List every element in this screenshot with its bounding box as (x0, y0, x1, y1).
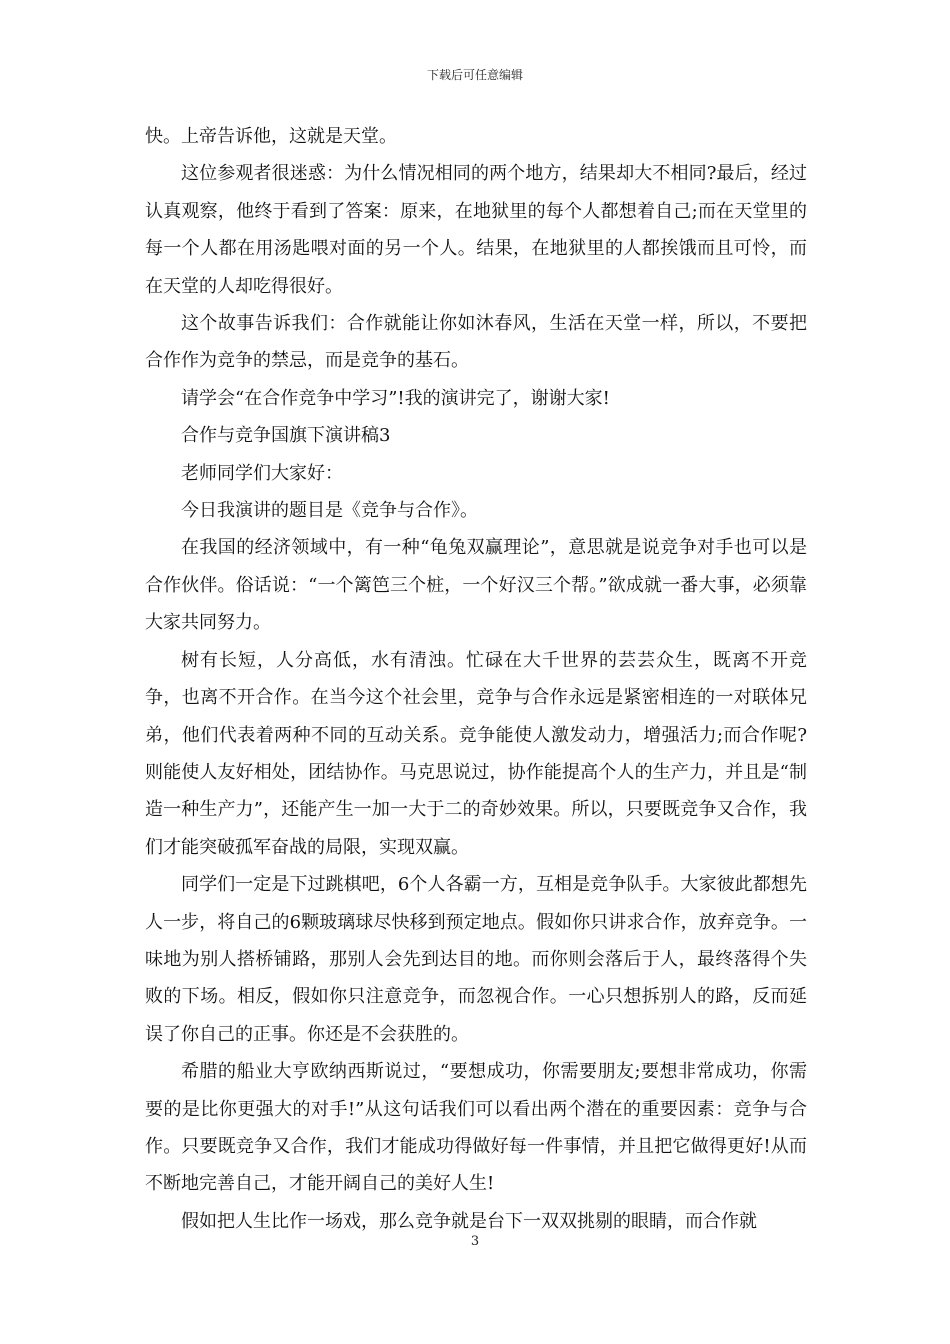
page-number: 3 (470, 1234, 480, 1249)
paragraph: 这个故事告诉我们：合作就能让你如沐春风，生活在天堂一样，所以，不要把合作作为竞争的禁忌，而是竞争的基石。 (145, 313, 807, 372)
section-heading: 合作与竞争国旗下演讲稿3 (181, 425, 391, 447)
paragraph: 希腊的船业大亨欧纳西斯说过，“要想成功，你需要朋友;要想非常成功，你需要的是比你更强大的对手!”从这句话我们可以看出两个潜在的重要因素：竞争与合作。只要既竞争又合作，我们才能成功得做好每一件事情，并且把它做得更好!从而不断地完善自己，才能开阔自己的美好人生! (145, 1061, 807, 1195)
document-body (145, 118, 807, 1240)
paragraph: 快。上帝告诉他，这就是天堂。 (145, 126, 397, 147)
paragraph: 在我国的经济领域中，有一种“龟兔双赢理论”，意思就是说竞争对手也可以是合作伙伴。俗话说：“一个篱笆三个桩，一个好汉三个帮。”欲成就一番大事，必须靠大家共同努力。 (145, 537, 807, 634)
paragraph: 请学会“在合作竞争中学习”!我的演讲完了，谢谢大家! (181, 387, 610, 409)
paragraph: 假如把人生比作一场戏，那么竞争就是台下一双双挑剔的眼睛，而合作就 (181, 1210, 757, 1232)
paragraph: 这位参观者很迷惑：为什么情况相同的两个地方，结果却大不相同?最后，经过认真观察，他终于看到了答案：原来，在地狱里的每个人都想着自己;而在天堂里的每一个人都在用汤匙喂对面的另一个人。结果，在地狱里的人都挨饿而且可怜，而在天堂的人却吃得很好。 (145, 163, 807, 297)
paragraph: 老师同学们大家好： (181, 462, 343, 484)
paragraph: 树有长短，人分高低，水有清浊。忙碌在大千世界的芸芸众生，既离不开竞争，也离不开合作。在当今这个社会里，竞争与合作永远是紧密相连的一对联体兄弟，他们代表着两种不同的互动关系。竞争能使人激发动力，增强活力;而合作呢?则能使人友好相处，团结协作。马克思说过，协作能提高个人的生产力，并且是“制造一种生产力”，还能产生一加一大于二的奇妙效果。所以，只要既竞争又合作，我们才能突破孤军奋战的局限，实现双赢。 (145, 649, 807, 858)
page-header: 下载后可任意编辑 (426, 68, 523, 82)
paragraph: 今日我演讲的题目是《竞争与合作》。 (181, 500, 478, 522)
paragraph: 同学们一定是下过跳棋吧，6个人各霸一方，互相是竞争队手。大家彼此都想先人一步，将自己的6颗玻璃球尽快移到预定地点。假如你只讲求合作，放弃竞争。一味地为别人搭桥铺路，那别人会先到达目的地。而你则会落后于人，最终落得个失败的下场。相反，假如你只注意竞争，而忽视合作。一心只想拆别人的路，反而延误了你自己的正事。你还是不会获胜的。 (145, 874, 807, 1045)
